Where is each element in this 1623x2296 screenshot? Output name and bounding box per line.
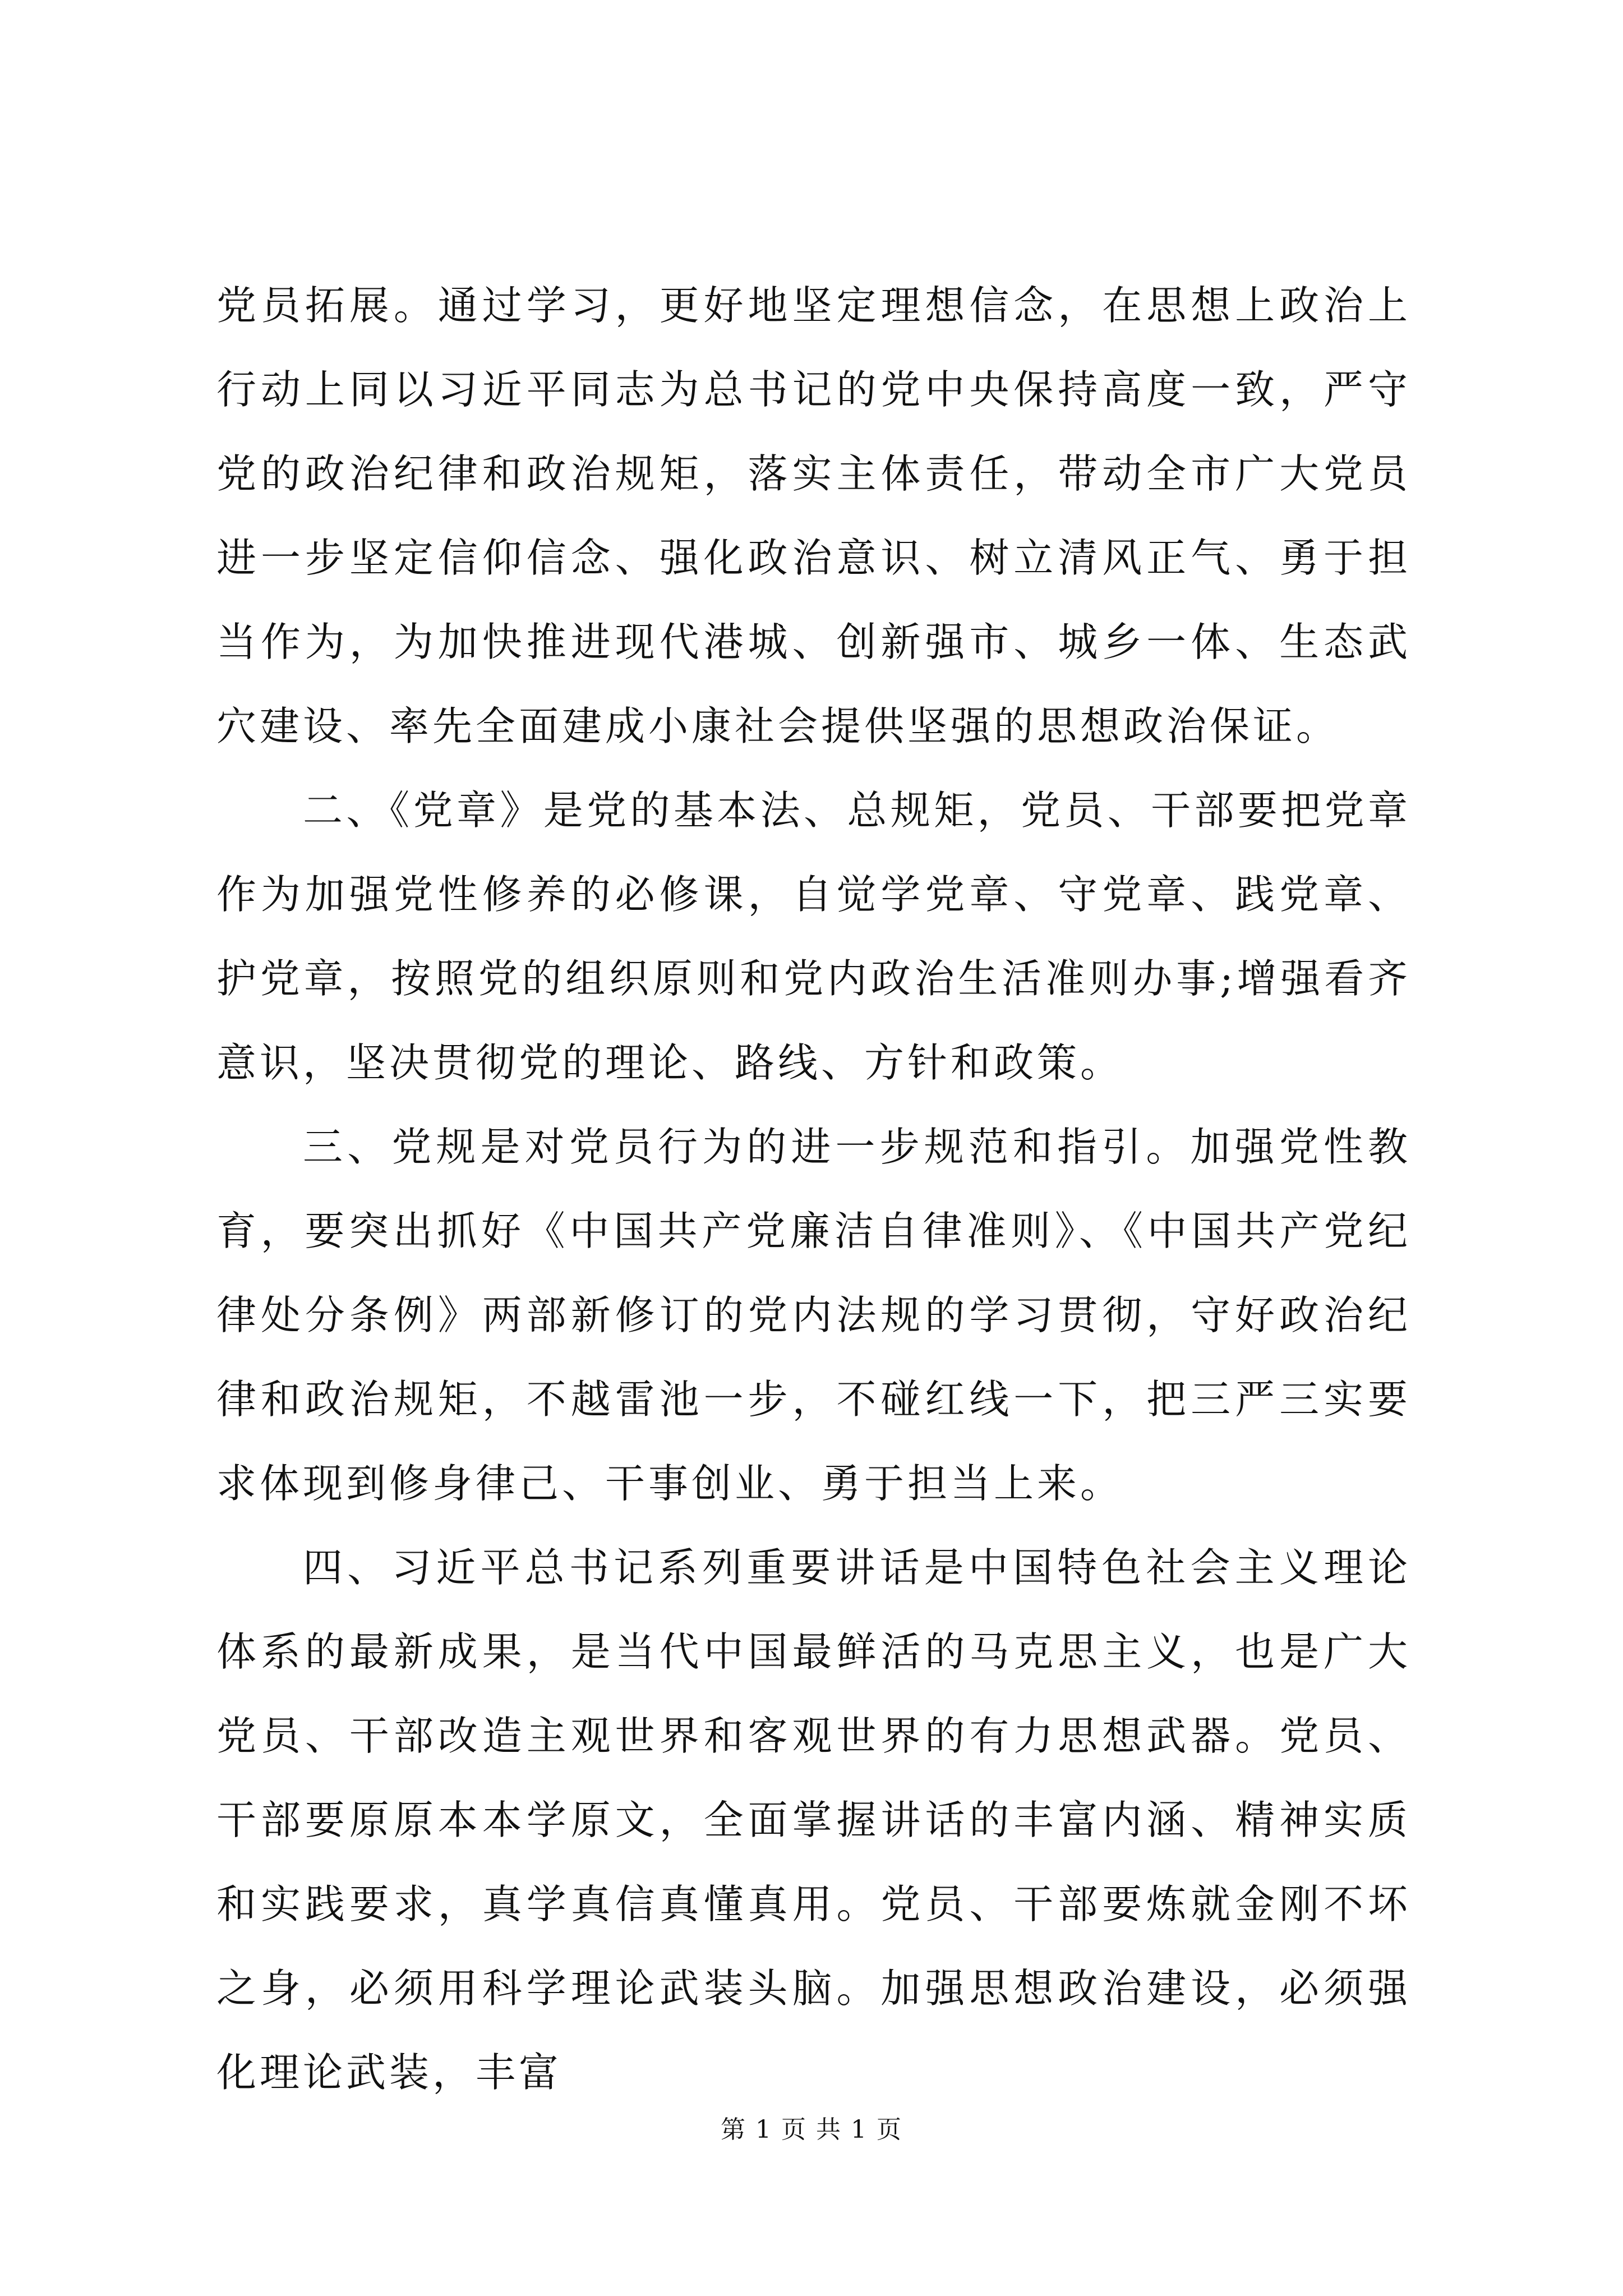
paragraph-section-4: 四、习近平总书记系列重要讲话是中国特色社会主义理论体系的最新成果，是当代中国最鲜活的马克思主义，也是广大党员、干部改造主观世界和客观世界的有力思想武器。党员、干部要原原本本学原文，全面掌握讲话的丰富内涵、精神实质和实践要求，真学真信真懂真用。党员、干部要炼就金刚不坏之身，必须用科学理论武装头脑。加强思想政治建设，必须强化理论武装，丰富 [216,1544,1411,2096]
document-body [216,264,1411,2115]
paragraph-section-3: 三、党规是对党员行为的进一步规范和指引。加强党性教育，要突出抓好《中国共产党廉洁自律准则》、《中国共产党纪律处分条例》两部新修订的党内法规的学习贯彻，守好政治纪律和政治规矩，不越雷池一步，不碰红线一下，把三严三实要求体现到修身律己、干事创业、勇于担当上来。 [216,1124,1411,1507]
page-number-footer: 第 1 页 共 1 页 [721,2115,902,2144]
paragraph-section-2: 二、《党章》是党的基本法、总规矩，党员、干部要把党章作为加强党性修养的必修课，自觉学党章、守党章、践党章、护党章，按照党的组织原则和党内政治生活准则办事;增强看齐意识，坚决贯彻党的理论、路线、方针和政策。 [216,787,1411,1086]
paragraph-continuation: 党员拓展。通过学习，更好地坚定理想信念，在思想上政治上行动上同以习近平同志为总书记的党中央保持高度一致，严守党的政治纪律和政治规矩，落实主体责任，带动全市广大党员进一步坚定信仰信念、强化政治意识、树立清风正气、勇于担当作为，为加快推进现代港城、创新强市、城乡一体、生态武穴建设、率先全面建成小康社会提供坚强的思想政治保证。 [216,282,1411,749]
